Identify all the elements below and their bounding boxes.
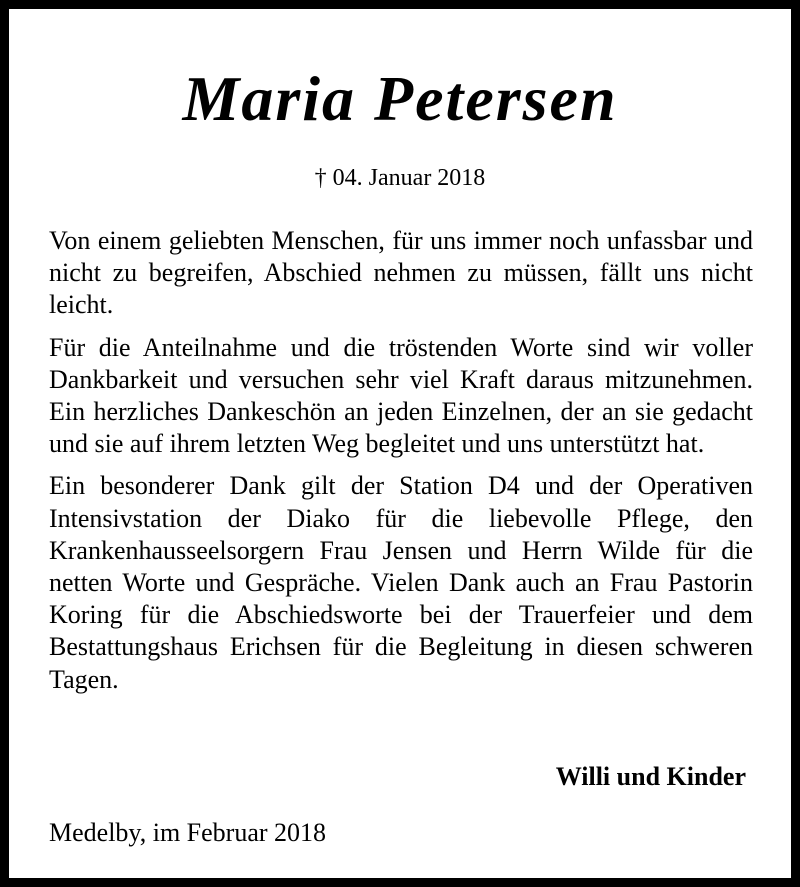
paragraph-farewell: Von einem geliebten Menschen, für uns immer noch unfassbar und nicht zu begreifen, Abschied nehmen zu müssen, fällt uns nicht leicht.	[49, 226, 753, 320]
signature: Willi und Kinder	[555, 762, 746, 791]
paragraph-gratitude: Für die Anteilnahme und die tröstenden Worte sind wir voller Dankbarkeit und versuchen sehr viel Kraft daraus mitzunehmen. Ein herzliches Dankeschön an jeden Einzelnen, der an sie gedacht und sie auf ihrem letzten Weg begleitet und uns unterstützt hat.	[49, 332, 753, 459]
paragraph-special-thanks: Ein besonderer Dank gilt der Station D4 und der Operativen Intensivstation der Diako für die liebevolle Pflege, den Krankenhausseelsorgern Frau Jensen und Herrn Wilde für die netten Worte und Gespräche. Vielen Dank auch an Frau Pastorin Koring für die Abschiedsworte bei der Trauerfeier und dem Bestattungshaus Erichsen für die Begleitung in diesen schweren Tagen.	[49, 471, 753, 694]
notice-body	[49, 225, 753, 706]
death-date: † 04. Januar 2018	[314, 165, 486, 191]
deceased-name: Maria Petersen	[182, 63, 618, 134]
place-and-date: Medelby, im Februar 2018	[49, 818, 327, 847]
